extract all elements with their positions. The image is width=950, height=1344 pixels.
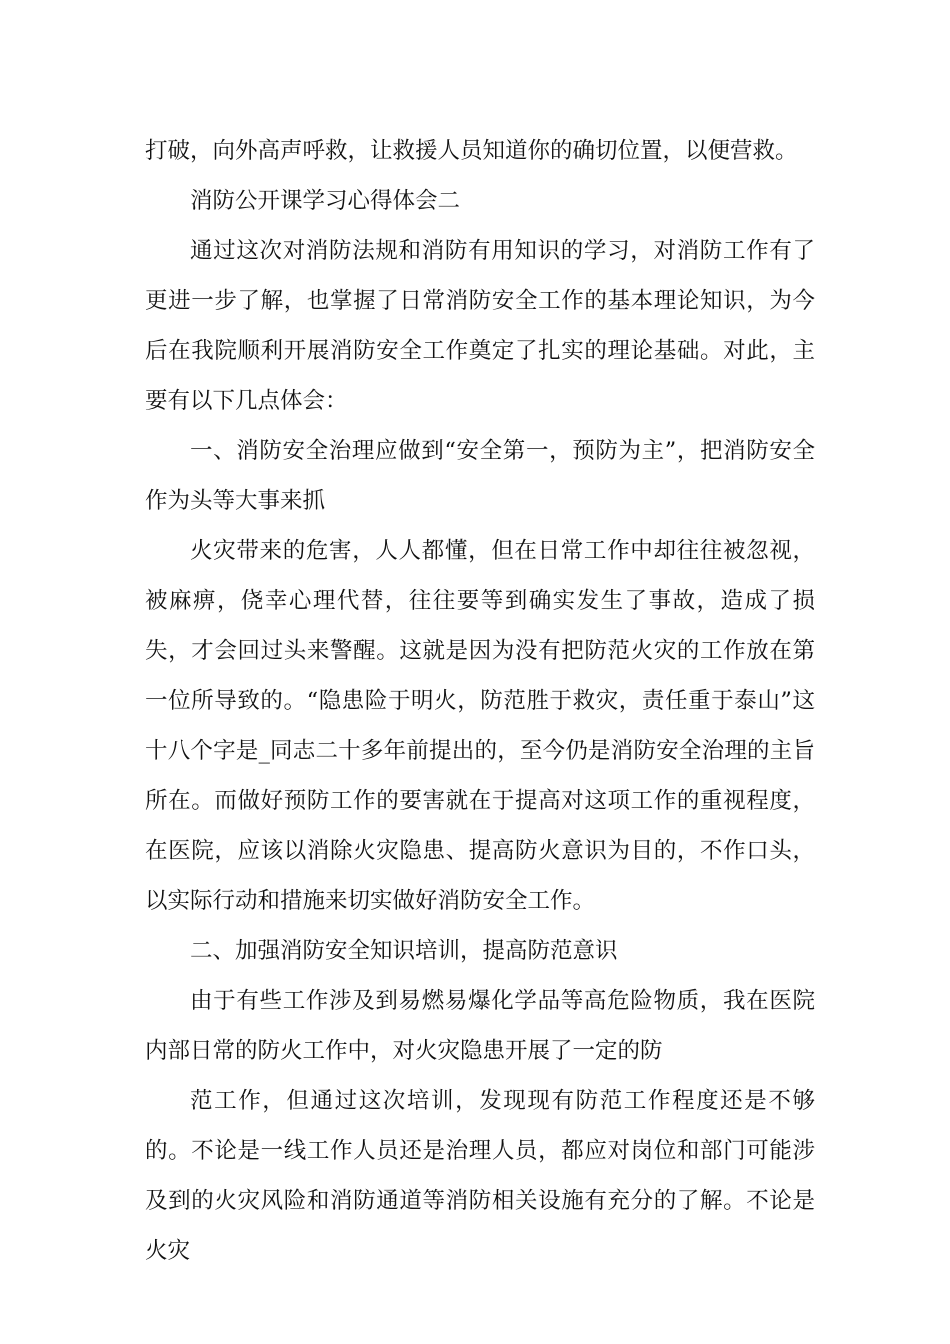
point-two-body-part2: 范工作，但通过这次培训，发现现有防范工作程度还是不够的。不论是一线工作人员还是治理人员，都应对岗位和部门可能涉及到的火灾风险和消防通道等消防相关设施有充分的了解。不论是火灾 xyxy=(145,1088,815,1264)
point-two-heading: 二、加强消防安全知识培训，提高防范意识 xyxy=(190,938,618,964)
section-title: 消防公开课学习心得体会二 xyxy=(190,188,461,214)
paragraph-intro: 通过这次对消防法规和消防有用知识的学习，对消防工作有了更进一步了解，也掌握了日常消防安全工作的基本理论知识，为今后在我院顺利开展消防安全工作奠定了扎实的理论基础。对此，主要有以下几点体会： xyxy=(145,238,815,414)
point-one-body: 火灾带来的危害，人人都懂，但在日常工作中却往往被忽视，被麻痹，侥幸心理代替，往往要等到确实发生了事故，造成了损失，才会回过头来警醒。这就是因为没有把防范火灾的工作放在第一位所导致的。“隐患险于明火，防范胜于救灾，责任重于泰山”这十八个字是_同志二十多年前提出的，至今仍是消防安全治理的主旨所在。而做好预防工作的要害就在于提高对这项工作的重视程度，在医院，应该以消除火灾隐患、提高防火意识为目的，不作口头，以实际行动和措施来切实做好消防安全工作。 xyxy=(145,538,815,914)
document-body xyxy=(145,126,815,1276)
point-one-heading: 一、消防安全治理应做到“安全第一，预防为主”，把消防安全作为头等大事来抓 xyxy=(145,438,815,514)
paragraph-continuation: 打破，向外高声呼救，让救援人员知道你的确切位置，以便营救。 xyxy=(145,138,798,164)
point-two-body-part1: 由于有些工作涉及到易燃易爆化学品等高危险物质，我在医院内部日常的防火工作中，对火灾隐患开展了一定的防 xyxy=(145,988,815,1064)
